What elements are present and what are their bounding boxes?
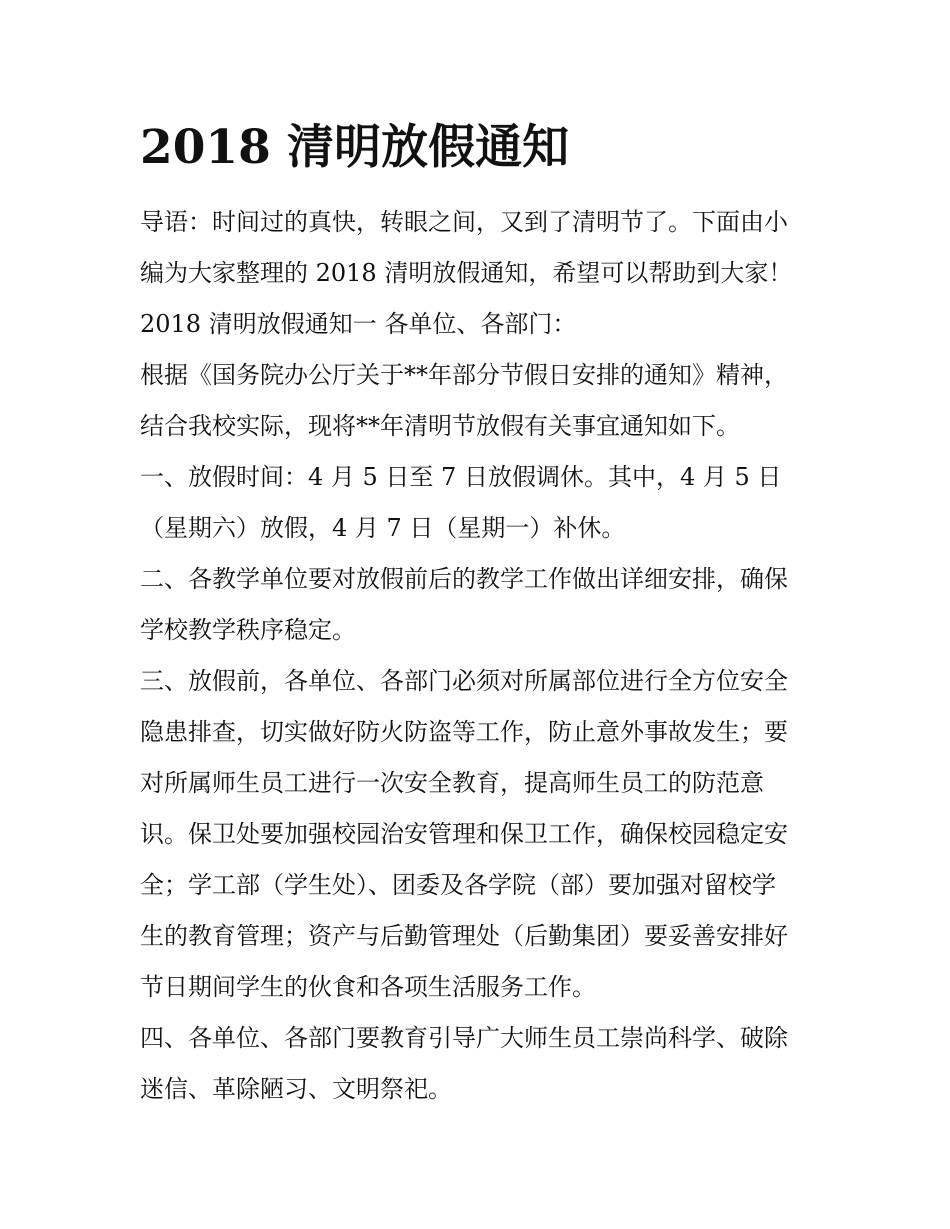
body-line-item3-6: 生的教育管理；资产与后勤管理处（后勤集团）要妥善安排好 xyxy=(140,922,788,950)
body-line-intro-2: 编为大家整理的 2018 清明放假通知，希望可以帮助到大家！ xyxy=(140,259,793,287)
body-line-item3-7: 节日期间学生的伙食和各项生活服务工作。 xyxy=(140,973,596,1001)
body-line-item3-4: 识。保卫处要加强校园治安管理和保卫工作，确保校园稳定安 xyxy=(140,820,788,848)
body-line-item4-1: 四、各单位、各部门要教育引导广大师生员工崇尚科学、破除 xyxy=(140,1024,788,1052)
body-line-basis-2: 结合我校实际，现将**年清明节放假有关事宜通知如下。 xyxy=(140,412,740,440)
body-line-item1-1: 一、放假时间：4 月 5 日至 7 日放假调休。其中，4 月 5 日 xyxy=(140,463,782,491)
body-line-item4-2: 迷信、革除陋习、文明祭祀。 xyxy=(140,1075,452,1103)
body-line-item1-2: （星期六）放假，4 月 7 日（星期一）补休。 xyxy=(140,514,626,542)
body-line-item2-1: 二、各教学单位要对放假前后的教学工作做出详细安排，确保 xyxy=(140,565,788,593)
body-line-item3-1: 三、放假前，各单位、各部门必须对所属部位进行全方位安全 xyxy=(140,667,788,695)
document-title: 2018 清明放假通知 xyxy=(140,120,570,175)
body-line-item3-2: 隐患排查，切实做好防火防盗等工作，防止意外事故发生；要 xyxy=(140,718,788,746)
body-line-item3-5: 全；学工部（学生处）、团委及各学院（部）要加强对留校学 xyxy=(140,871,776,899)
body-line-intro-1: 导语：时间过的真快，转眼之间，又到了清明节了。下面由小 xyxy=(140,208,788,236)
body-line-basis-1: 根据《国务院办公厅关于**年部分节假日安排的通知》精神， xyxy=(140,361,788,389)
document-body xyxy=(140,197,815,1115)
body-line-heading: 2018 清明放假通知一 各单位、各部门： xyxy=(140,310,577,338)
body-line-item2-2: 学校教学秩序稳定。 xyxy=(140,616,356,644)
body-line-item3-3: 对所属师生员工进行一次安全教育，提高师生员工的防范意 xyxy=(140,769,764,797)
